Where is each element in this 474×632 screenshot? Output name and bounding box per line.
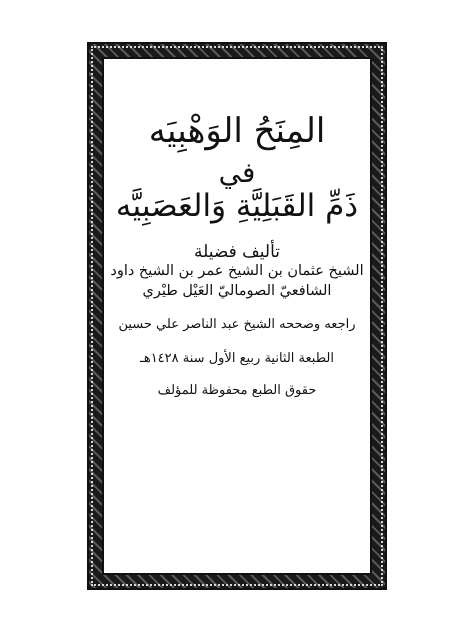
reviewer-credit: راجعه وصححه الشيخ عبد الناصر علي حسين <box>118 317 356 332</box>
edition-info: الطبعة الثانية ربيع الأول سنة ١٤٢٨هـ <box>140 351 334 366</box>
book-subtitle: ذَمِّ القَبَلِيَّةِ وَالعَصَبِيَّه <box>115 188 359 224</box>
title-page-frame <box>87 42 387 590</box>
title-page <box>102 57 372 575</box>
author-nisba: الشافعيّ الصوماليّ العَيْل طيْري <box>142 283 332 299</box>
author-name: الشيخ عثمان بن الشيخ عمر بن الشيخ داود <box>110 263 364 279</box>
copyright-notice: حقوق الطبع محفوظة للمؤلف <box>157 383 317 398</box>
author-intro: تأليف فضيلة <box>194 242 280 262</box>
title-connector: في <box>218 156 256 189</box>
book-title: المِنَحُ الوَهْبِيَه <box>148 111 326 151</box>
